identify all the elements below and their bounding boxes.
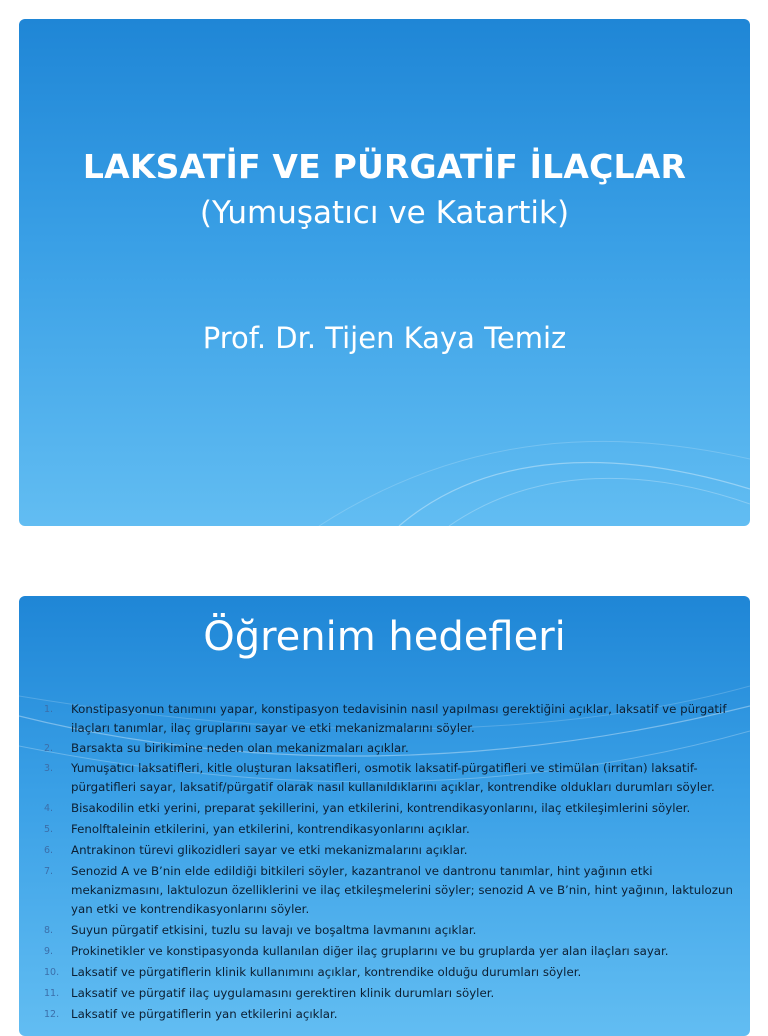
- item-text: Antrakinon türevi glikozidleri sayar ve etki mekanizmalarını açıklar.: [71, 843, 468, 857]
- item-number: 2.: [44, 743, 54, 754]
- decorative-swoosh: [19, 19, 750, 526]
- item-number: 6.: [44, 845, 54, 856]
- item-number: 8.: [44, 925, 54, 936]
- item-text: Laksatif ve pürgatiflerin yan etkilerini açıklar.: [71, 1007, 338, 1021]
- item-number: 12.: [44, 1009, 60, 1020]
- item-number: 1.: [44, 704, 54, 715]
- item-text: Laksatif ve pürgatiflerin klinik kullanımını açıklar, kontrendike olduğu durumları söyler.: [71, 965, 582, 979]
- list-item: [19, 862, 750, 919]
- title-slide: [19, 19, 750, 526]
- list-item: [19, 739, 750, 758]
- list-item: [19, 963, 750, 982]
- list-item: [19, 942, 750, 961]
- list-item: [19, 1005, 750, 1024]
- list-item: [19, 820, 750, 839]
- slide-subtitle: (Yumuşatıcı ve Katartik): [199, 195, 570, 231]
- objectives-slide: [19, 596, 750, 1036]
- list-item: [19, 799, 750, 818]
- item-text: Yumuşatıcı laksatifleri, kitle oluşturan laksatifleri, osmotik laksatif-pürgatifleri ve stimülan (irritan) laksatif-pürgatifleri sayar, laksatif/pürgatif olarak nasıl kullanıldıklarını açıklar, kontrendike oldukları durumları söyler.: [71, 761, 715, 794]
- item-text: Suyun pürgatif etkisini, tuzlu su lavajı ve boşaltma lavmanını açıklar.: [71, 923, 477, 937]
- item-number: 5.: [44, 824, 54, 835]
- list-item: [19, 700, 750, 738]
- list-item: [19, 921, 750, 940]
- list-item: [19, 841, 750, 860]
- slide-title: LAKSATİF VE PÜRGATİF İLAÇLAR: [82, 147, 687, 186]
- item-text: Konstipasyonun tanımını yapar, konstipasyon tedavisinin nasıl yapılması gerektiğini açıklar, laksatif ve pürgatif ilaçları tanımlar, ilaç gruplarını sayar ve etki mekanizmalarını söyler.: [71, 702, 727, 735]
- item-text: Fenolftaleinin etkilerini, yan etkilerini, kontrendikasyonlarını açıklar.: [71, 822, 470, 836]
- item-number: 4.: [44, 803, 54, 814]
- item-number: 3.: [44, 763, 54, 774]
- item-number: 11.: [44, 988, 60, 999]
- list-item: [19, 984, 750, 1003]
- item-number: 10.: [44, 967, 60, 978]
- objectives-list: [19, 700, 750, 1024]
- item-text: Laksatif ve pürgatif ilaç uygulamasını gerektiren klinik durumları söyler.: [71, 986, 495, 1000]
- item-text: Barsakta su birikimine neden olan mekanizmaları açıklar.: [71, 741, 409, 755]
- item-number: 9.: [44, 946, 54, 957]
- item-text: Bisakodilin etki yerini, preparat şekillerini, yan etkilerini, kontrendikasyonlarını, ilaç etkileşimlerini söyler.: [71, 801, 691, 815]
- item-number: 7.: [44, 866, 54, 877]
- item-text: Prokinetikler ve konstipasyonda kullanılan diğer ilaç gruplarını ve bu gruplarda yer alan ilaçları sayar.: [71, 944, 669, 958]
- author-name: Prof. Dr. Tijen Kaya Temiz: [202, 321, 567, 355]
- item-text: Senozid A ve B’nin elde edildiği bitkileri söyler, kazantranol ve dantronu tanımlar, hint yağının etki mekanizmasını, laktulozun özelliklerini ve ilaç etkileşmelerini söyler; senozid A ve B’nin, hint yağının, laktulozun yan etki ve kontrendikasyonlarını söyler.: [71, 864, 733, 916]
- objectives-title: Öğrenim hedefleri: [203, 614, 566, 660]
- list-item: [19, 759, 750, 797]
